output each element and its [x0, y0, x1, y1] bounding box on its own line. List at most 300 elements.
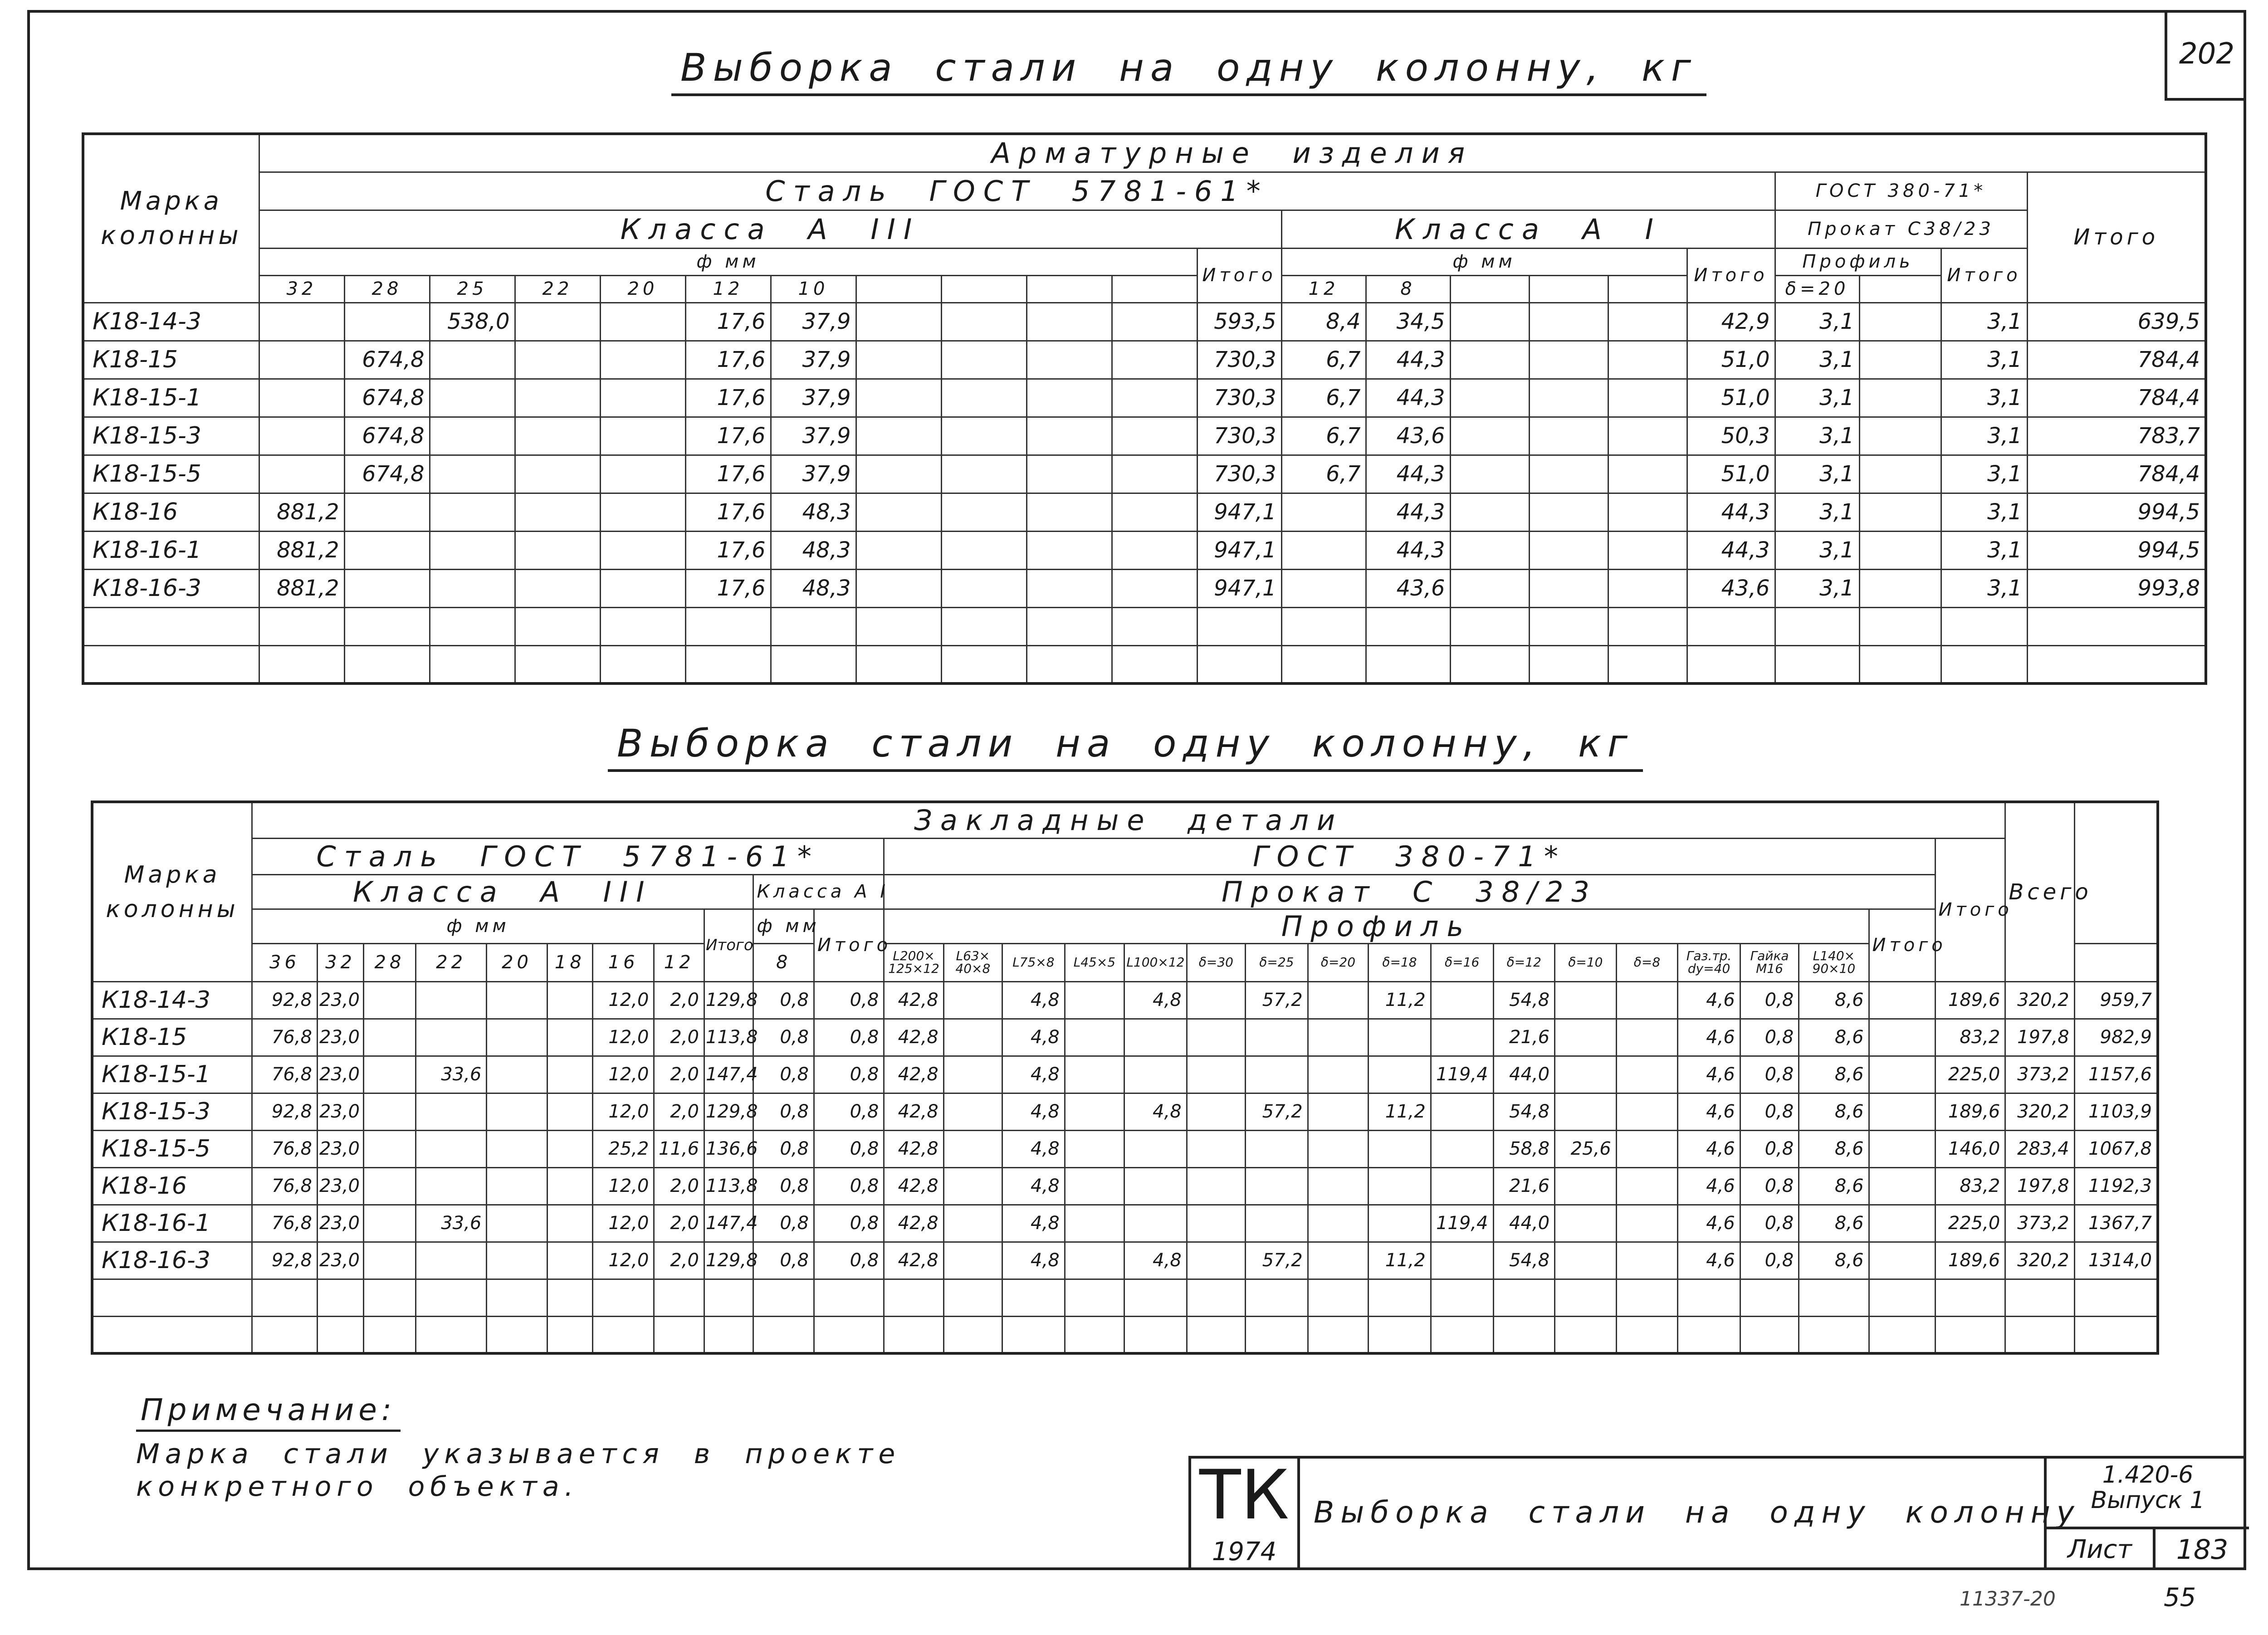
total-value: 784,4 [2027, 379, 2206, 417]
dia3-col-22: 22 [515, 275, 600, 303]
itogo-profil-value: 189,6 [1935, 981, 2005, 1019]
table2-title [617, 721, 1634, 766]
itogo-profil-value: 3,1 [1941, 417, 2027, 455]
dia1-col-8: 8 [753, 943, 814, 981]
profile-value [1187, 981, 1245, 1019]
empty-cell [1869, 1316, 1935, 1353]
empty-cell [2005, 1279, 2074, 1316]
profile-value [1308, 981, 1368, 1019]
series-code: 1.420-6 [2102, 1461, 2194, 1489]
rebar-a3-value: 23,0 [317, 1205, 363, 1242]
profile-col: L63× 40×8 [943, 943, 1002, 981]
table-row [92, 1019, 2158, 1056]
profile-value [1431, 1130, 1493, 1167]
profile-value [1555, 1093, 1617, 1130]
profile-value: 42,8 [884, 1167, 943, 1205]
profile-value [1431, 1242, 1493, 1279]
itogo-value: 283,4 [2005, 1130, 2074, 1167]
sheet-number: 202 [2165, 10, 2246, 101]
profile-value: 54,8 [1493, 981, 1555, 1019]
empty-cell [1112, 303, 1197, 341]
vsego-value: 1067,8 [2074, 1130, 2158, 1167]
profile-value [1187, 1205, 1245, 1242]
profile-col: L100×12 [1124, 943, 1187, 981]
rebar-table [82, 132, 2207, 685]
rebar-a3-value [515, 493, 600, 531]
itogo-a3-value: 147,4 [704, 1056, 753, 1093]
profile-value: 57,2 [1246, 981, 1308, 1019]
itogo-a1-value: 51,0 [1687, 379, 1775, 417]
empty-cell [83, 607, 259, 645]
profile-col: δ=8 [1616, 943, 1678, 981]
rebar-a3-value: 23,0 [317, 1167, 363, 1205]
empty-cell [1869, 981, 1935, 1019]
profile-value [1187, 1130, 1245, 1167]
profil-empty [1859, 275, 1941, 303]
empty-cell [1529, 645, 1608, 683]
itogo-a3-value: 129,8 [704, 1242, 753, 1279]
profile-value [1616, 1242, 1678, 1279]
rebar-a3-value: 23,0 [317, 1242, 363, 1279]
empty-cell [771, 645, 856, 683]
profile-value [1369, 1205, 1431, 1242]
empty-cell [1859, 645, 1941, 683]
empty-cell [1869, 1056, 1935, 1093]
itogo-profil-value: 83,2 [1935, 1019, 2005, 1056]
itogo-a1-value: 51,0 [1687, 341, 1775, 379]
empty-cell [1112, 455, 1197, 493]
empty-cell [259, 645, 344, 683]
dia3-empty [1026, 275, 1112, 303]
empty-cell [344, 607, 430, 645]
empty-cell [1450, 379, 1529, 417]
table-row [92, 1167, 2158, 1205]
row-mark: К18-16-3 [83, 569, 259, 607]
profile-value [1616, 1056, 1678, 1093]
empty-cell [259, 607, 344, 645]
rebar-a3-value [600, 455, 685, 493]
profile-value [1187, 1167, 1245, 1205]
rebar-a3-value: 17,6 [685, 417, 771, 455]
profile-value [1431, 981, 1493, 1019]
rebar-a3-value [600, 569, 685, 607]
table-row [92, 1093, 2158, 1130]
empty-cell [430, 607, 515, 645]
title-block [1188, 1456, 2246, 1570]
rebar-a3-value [515, 531, 600, 569]
profile-value [1124, 1056, 1187, 1093]
empty-cell [856, 303, 941, 341]
empty-cell [1366, 607, 1450, 645]
rebar-a1-value [1281, 531, 1366, 569]
empty-cell [1026, 531, 1112, 569]
rebar-a3-value [364, 1242, 416, 1279]
table1-title-text: Выборка стали на одну колонну, кг [680, 45, 1697, 90]
empty-cell [654, 1279, 704, 1316]
empty-cell [941, 531, 1026, 569]
profile-value [943, 981, 1002, 1019]
profile-col: δ=16 [1431, 943, 1493, 981]
profile-value: 4,8 [1002, 1205, 1065, 1242]
empty-cell [704, 1316, 753, 1353]
profile-value [1369, 1019, 1431, 1056]
sheet-row [2047, 1527, 2249, 1570]
profile-value [1616, 1167, 1678, 1205]
vsego-value: 982,9 [2074, 1019, 2158, 1056]
profile-value: 4,6 [1678, 1130, 1740, 1167]
empty-cell [685, 645, 771, 683]
dia1-empty [1608, 275, 1687, 303]
itogo-a3-value: 593,5 [1197, 303, 1281, 341]
profile-value: 0,8 [1740, 1242, 1799, 1279]
empty-cell [1869, 1130, 1935, 1167]
profile-col: δ=18 [1369, 943, 1431, 981]
dia3-empty [1112, 275, 1197, 303]
rebar-a3-value [259, 455, 344, 493]
rebar-a3-value [487, 1242, 547, 1279]
rebar-a1-value: 34,5 [1366, 303, 1450, 341]
empty-cell [1935, 1316, 2005, 1353]
rebar-a3-value: 11,6 [654, 1130, 704, 1167]
profile-value: 4,8 [1124, 981, 1187, 1019]
total-value: 783,7 [2027, 417, 2206, 455]
total-value: 784,4 [2027, 341, 2206, 379]
profile-value: 42,8 [884, 1056, 943, 1093]
itogo-a1-value: 44,3 [1687, 493, 1775, 531]
rebar-a1-value: 0,8 [753, 1205, 814, 1242]
col-mark-header: Марка колонны [83, 134, 259, 303]
empty-cell [1775, 645, 1859, 683]
empty-cell [814, 1279, 884, 1316]
tk-label: ТК [1199, 1456, 1290, 1535]
armatura-header: Арматурные изделия [259, 134, 2206, 172]
empty-cell [547, 1316, 592, 1353]
rebar-a3-value: 48,3 [771, 569, 856, 607]
total-value: 784,4 [2027, 455, 2206, 493]
itogo-prof-header: Итого [1941, 248, 2027, 303]
itogo-a3-value: 947,1 [1197, 569, 1281, 607]
profile-value [1616, 1019, 1678, 1056]
empty-cell [1869, 1279, 1935, 1316]
rebar-a3-value [344, 493, 430, 531]
profile-value [1369, 1167, 1431, 1205]
rebar-a1-value: 43,6 [1366, 569, 1450, 607]
empty-cell [487, 1316, 547, 1353]
itogo-value: 373,2 [2005, 1056, 2074, 1093]
empty-cell [1112, 645, 1197, 683]
profile-value [1124, 1167, 1187, 1205]
itogo-a1-value: 0,8 [814, 981, 884, 1019]
vsego-value: 959,7 [2074, 981, 2158, 1019]
rebar-a3-value: 76,8 [252, 1130, 318, 1167]
empty-cell [1529, 569, 1608, 607]
empty-cell [1431, 1316, 1493, 1353]
empty-cell [1246, 1316, 1308, 1353]
rebar-a3-value [344, 303, 430, 341]
total-value: 639,5 [2027, 303, 2206, 341]
itogo-a3-value: 730,3 [1197, 455, 1281, 493]
rebar-a3-value: 17,6 [685, 455, 771, 493]
dia3-col-20: 20 [487, 943, 547, 981]
profile-value: 4,8 [1124, 1093, 1187, 1130]
rebar-a1-value: 44,3 [1366, 341, 1450, 379]
empty-cell [1859, 569, 1941, 607]
empty-cell [1369, 1316, 1431, 1353]
empty-cell [1859, 417, 1941, 455]
empty-cell [1555, 1279, 1617, 1316]
profil-header: Профиль [1775, 248, 1941, 275]
empty-cell [2074, 1316, 2158, 1353]
rebar-a1-value: 44,3 [1366, 455, 1450, 493]
itogo-profil-value: 3,1 [1941, 531, 2027, 569]
itogo-a1-value: 0,8 [814, 1056, 884, 1093]
empty-cell [2027, 607, 2206, 645]
itogo-profil-value: 3,1 [1941, 455, 2027, 493]
empty-cell [1112, 493, 1197, 531]
profile-value: 4,8 [1124, 1242, 1187, 1279]
rebar-a3-value [487, 1167, 547, 1205]
table2-title-text: Выборка стали на одну колонну, кг [617, 721, 1634, 766]
empty-cell [1124, 1316, 1187, 1353]
empty-cell [1026, 417, 1112, 455]
rebar-a3-value [487, 1019, 547, 1056]
row-mark: К18-16-1 [92, 1205, 252, 1242]
empty-cell [1026, 645, 1112, 683]
empty-cell [92, 1279, 252, 1316]
profile-value [1616, 981, 1678, 1019]
rebar-a3-value [547, 1242, 592, 1279]
rebar-a3-value [430, 455, 515, 493]
rebar-a3-value: 76,8 [252, 1019, 318, 1056]
rebar-a3-value: 674,8 [344, 417, 430, 455]
profile-value [1187, 1093, 1245, 1130]
profile-value: 54,8 [1493, 1242, 1555, 1279]
rebar-a1-value: 43,6 [1366, 417, 1450, 455]
itogo-a1-value: 0,8 [814, 1242, 884, 1279]
profile-value [1308, 1056, 1368, 1093]
empty-cell [1799, 1316, 1869, 1353]
vsego-value: 1192,3 [2074, 1167, 2158, 1205]
rebar-a3-value: 674,8 [344, 455, 430, 493]
table-row [83, 303, 2206, 341]
itogo-a3-value: 113,8 [704, 1019, 753, 1056]
rebar-a1-value: 0,8 [753, 1130, 814, 1167]
row-mark: К18-15 [83, 341, 259, 379]
profile-value: 44,0 [1493, 1205, 1555, 1242]
profile-value: 57,2 [1246, 1093, 1308, 1130]
rebar-a3-value [415, 1167, 486, 1205]
profile-value: 0,8 [1740, 1205, 1799, 1242]
rebar-a3-value [364, 981, 416, 1019]
rebar-a3-value [364, 1167, 416, 1205]
empty-cell [941, 455, 1026, 493]
empty-cell [1608, 531, 1687, 569]
profile-value [1431, 1093, 1493, 1130]
rebar-a1-value: 6,7 [1281, 455, 1366, 493]
empty-cell [856, 417, 941, 455]
itogo-a3-value: 147,4 [704, 1205, 753, 1242]
itogo-profil-value: 225,0 [1935, 1205, 2005, 1242]
rebar-a3-value: 2,0 [654, 1167, 704, 1205]
empty-cell [1608, 645, 1687, 683]
footer-archive-number: 11337-20 [1960, 1587, 2056, 1611]
profile-value: 54,8 [1493, 1093, 1555, 1130]
empty-cell [92, 1316, 252, 1353]
rebar-a3-value: 76,8 [252, 1056, 318, 1093]
empty-cell [1608, 341, 1687, 379]
profile-value: 8,6 [1799, 1205, 1869, 1242]
empty-cell [1112, 341, 1197, 379]
empty-cell [1112, 531, 1197, 569]
profile-value [1124, 1130, 1187, 1167]
rebar-a3-value [344, 531, 430, 569]
empty-cell [1112, 417, 1197, 455]
profile-value: 0,8 [1740, 1130, 1799, 1167]
rebar-a3-value [515, 341, 600, 379]
rebar-a3-value: 17,6 [685, 303, 771, 341]
rebar-a3-value: 12,0 [592, 1242, 654, 1279]
footer-page-number: 55 [2164, 1583, 2196, 1612]
profile-value: 42,8 [884, 1242, 943, 1279]
itogo3-header-2: Итого [704, 909, 753, 981]
rebar-a3-value [364, 1130, 416, 1167]
rebar-a3-value [430, 379, 515, 417]
profile-value [1065, 981, 1124, 1019]
rebar-a3-value: 881,2 [259, 493, 344, 531]
rebar-a3-value [415, 1242, 486, 1279]
empty-cell [1281, 645, 1366, 683]
profile-value: 21,6 [1493, 1019, 1555, 1056]
table-row [83, 455, 2206, 493]
profile-value: 58,8 [1493, 1130, 1555, 1167]
rebar-a3-value: 48,3 [771, 493, 856, 531]
col-mark-header-2: Марка колонны [92, 802, 252, 981]
profile-value: 11,2 [1369, 1242, 1431, 1279]
empty-cell [515, 645, 600, 683]
empty-cell [1187, 1279, 1245, 1316]
profile-value: 8,6 [1799, 1056, 1869, 1093]
empty-cell [1616, 1279, 1678, 1316]
empty-cell [856, 607, 941, 645]
itogo-a3-value: 730,3 [1197, 417, 1281, 455]
profile-value: 4,8 [1002, 1130, 1065, 1167]
rebar-a3-value [364, 1093, 416, 1130]
rebar-a1-value: 44,3 [1366, 493, 1450, 531]
profile-value: 0,8 [1740, 1167, 1799, 1205]
profile-value [1246, 1205, 1308, 1242]
sheet-value: 183 [2176, 1534, 2229, 1566]
row-mark: К18-15 [92, 1019, 252, 1056]
rebar-a3-value [415, 981, 486, 1019]
dia3-col-18: 18 [547, 943, 592, 981]
rebar-a3-value: 33,6 [415, 1056, 486, 1093]
profil-value: 3,1 [1775, 493, 1859, 531]
empty-cell [856, 531, 941, 569]
profile-value [1616, 1205, 1678, 1242]
rebar-a3-value [547, 1019, 592, 1056]
rebar-a3-value [430, 417, 515, 455]
empty-cell [814, 1316, 884, 1353]
empty-cell [1450, 341, 1529, 379]
rebar-a3-value [259, 417, 344, 455]
profile-col: δ=20 [1308, 943, 1368, 981]
empty-cell [1450, 531, 1529, 569]
empty-cell [1678, 1316, 1740, 1353]
rebar-a3-value [430, 569, 515, 607]
profile-col: L45×5 [1065, 943, 1124, 981]
total-header: Итого [2027, 172, 2206, 303]
rebar-a3-value [364, 1205, 416, 1242]
empty-cell [1369, 1279, 1431, 1316]
row-mark: К18-16 [83, 493, 259, 531]
rebar-a3-value: 37,9 [771, 379, 856, 417]
rebar-a3-value [515, 303, 600, 341]
rebar-a1-value: 6,7 [1281, 379, 1366, 417]
rebar-a3-value [600, 303, 685, 341]
rebar-a3-value [547, 1130, 592, 1167]
empty-cell [1935, 1279, 2005, 1316]
itogo1-header: Итого [1687, 248, 1775, 303]
profile-value [1065, 1093, 1124, 1130]
rebar-a1-value [1281, 569, 1366, 607]
dia3-col-32: 32 [317, 943, 363, 981]
rebar-a3-value [515, 379, 600, 417]
rebar-a3-value [487, 1130, 547, 1167]
empty-cell [1859, 531, 1941, 569]
profile-value [1308, 1242, 1368, 1279]
profile-value [1065, 1019, 1124, 1056]
empty-cell [1869, 1093, 1935, 1130]
table-row [83, 493, 2206, 531]
empty-cell [1366, 645, 1450, 683]
itogo-a1-value: 0,8 [814, 1093, 884, 1130]
profile-value: 42,8 [884, 1093, 943, 1130]
rebar-a3-value [259, 303, 344, 341]
profile-value [1187, 1242, 1245, 1279]
empty-cell [1859, 455, 1941, 493]
rebar-a3-value: 12,0 [592, 1019, 654, 1056]
gost380-header: ГОСТ 380-71* [1775, 172, 2027, 210]
empty-cell [1608, 455, 1687, 493]
itogo-a3-value: 136,6 [704, 1130, 753, 1167]
dia3-col-32: 32 [259, 275, 344, 303]
tk-box [1191, 1456, 1300, 1570]
empty-cell [1308, 1316, 1368, 1353]
table-row [92, 1242, 2158, 1279]
empty-cell [1197, 645, 1281, 683]
rebar-a1-value [1281, 493, 1366, 531]
row-mark: К18-14-3 [92, 981, 252, 1019]
empty-cell [1112, 379, 1197, 417]
embedded-parts-table [91, 800, 2159, 1355]
prokat-header-2: Прокат С 38/23 [884, 874, 1935, 909]
rebar-a3-value [515, 569, 600, 607]
empty-cell [2074, 1279, 2158, 1316]
profile-value: 4,6 [1678, 1205, 1740, 1242]
rebar-a3-value [600, 341, 685, 379]
empty-cell [1775, 607, 1859, 645]
itogo-a1-value: 43,6 [1687, 569, 1775, 607]
empty-cell [364, 1316, 416, 1353]
empty-cell [941, 341, 1026, 379]
itogo-profil-value: 3,1 [1941, 379, 2027, 417]
itogo-value: 197,8 [2005, 1167, 2074, 1205]
rebar-a3-value: 37,9 [771, 455, 856, 493]
itogo-a1-value: 0,8 [814, 1205, 884, 1242]
rebar-a3-value [415, 1019, 486, 1056]
empty-cell [1608, 569, 1687, 607]
dia3-empty [941, 275, 1026, 303]
